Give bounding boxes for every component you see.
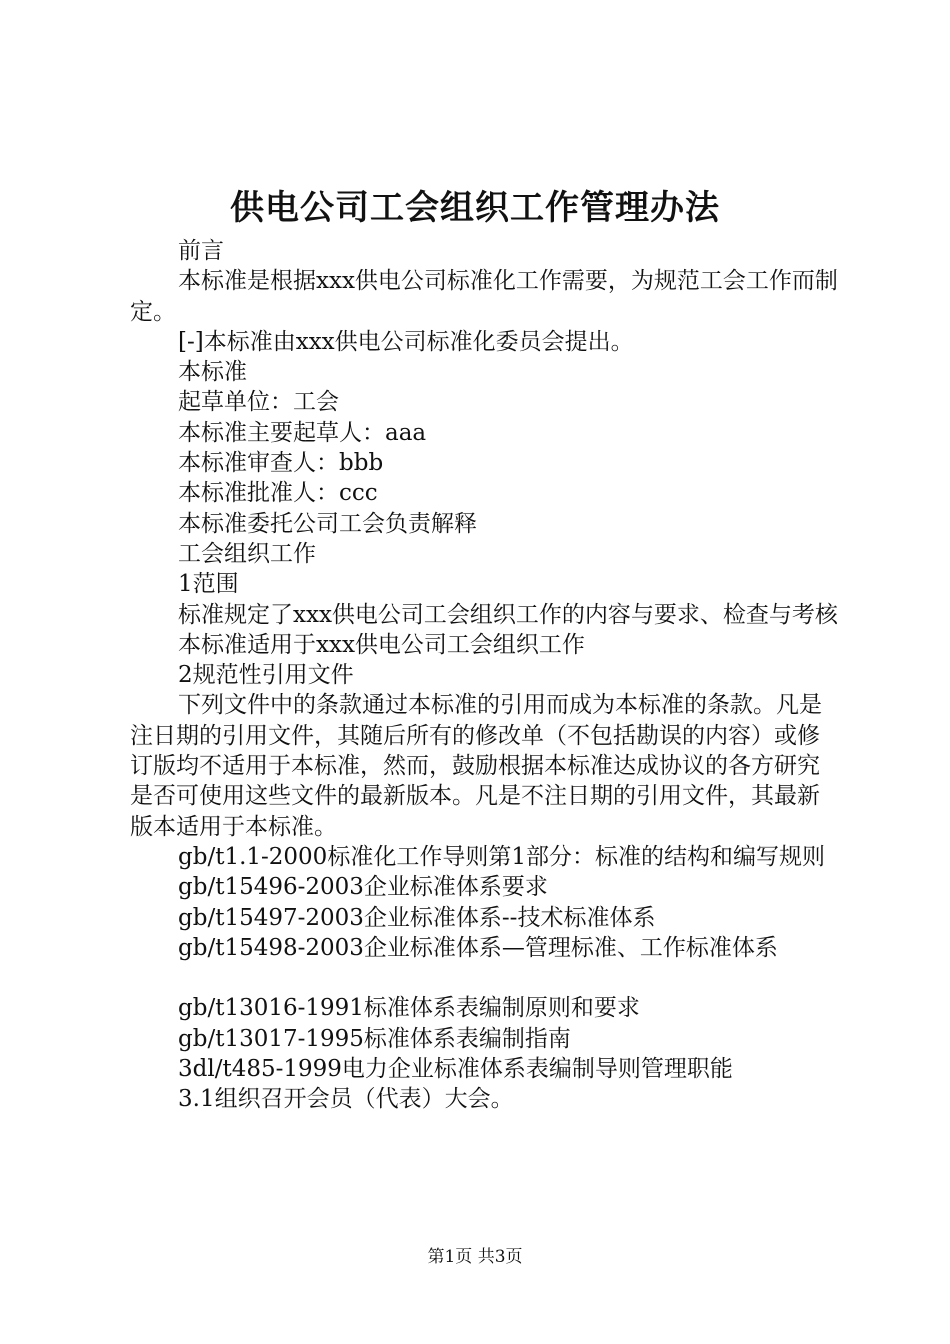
reference-item: gb/t13016-1991标准体系表编制原则和要求 — [178, 995, 640, 1022]
page-footer: 第1页 共3页 — [427, 1247, 523, 1267]
reference-item: gb/t13017-1995标准体系表编制指南 — [178, 1025, 571, 1052]
reviewer-line: 本标准审查人：bbb — [178, 450, 384, 477]
section-union-organization: 工会组织工作 — [178, 540, 316, 567]
reference-item: gb/t15498-2003企业标准体系—管理标准、工作标准体系 — [178, 934, 778, 961]
reference-item: gb/t15496-2003企业标准体系要求 — [178, 874, 548, 901]
scope-paragraph: 标准规定了xxx供电公司工会组织工作的内容与要求、检查与考核 — [178, 601, 838, 628]
document-title: 供电公司工会组织工作管理办法 — [230, 188, 720, 228]
blank-line — [130, 963, 840, 993]
approver-line: 本标准批准人：ccc — [178, 480, 378, 507]
reference-item: gb/t1.1-2000标准化工作导则第1部分：标准的结构和编写规则 — [178, 843, 825, 870]
preface-heading: 前言 — [178, 238, 224, 264]
references-paragraph: 下列文件中的条款通过本标准的引用而成为本标准的条款。凡是注日期的引用文件，其随后所有的修改单（不包括勘误的内容）或修订版均不适用于本标准，然而，鼓励根据本标准达成协议的各方研究是否可使用这些文件的最新版本。凡是不注日期的引用文件，其最新版本适用于本标准。 — [130, 692, 822, 840]
section-references-heading: 2规范性引用文件 — [178, 662, 354, 689]
drafting-unit-line: 起草单位：工会 — [178, 389, 339, 416]
reference-item: gb/t15497-2003企业标准体系--技术标准体系 — [178, 904, 656, 931]
reference-item: 3dl/t485-1999电力企业标准体系表编制导则管理职能 — [178, 1056, 733, 1083]
standard-label: 本标准 — [178, 359, 247, 386]
document-body — [130, 236, 840, 1115]
section-scope-heading: 1范围 — [178, 571, 239, 598]
proposer-line: [-]本标准由xxx供电公司标准化委员会提出。 — [178, 328, 634, 355]
main-drafter-line: 本标准主要起草人：aaa — [178, 419, 427, 446]
section-3-1-line: 3.1组织召开会员（代表）大会。 — [178, 1086, 514, 1113]
scope-applicability: 本标准适用于xxx供电公司工会组织工作 — [178, 631, 585, 658]
interpretation-line: 本标准委托公司工会负责解释 — [178, 510, 477, 537]
preface-paragraph: 本标准是根据xxx供电公司标准化工作需要，为规范工会工作而制定。 — [130, 268, 838, 325]
